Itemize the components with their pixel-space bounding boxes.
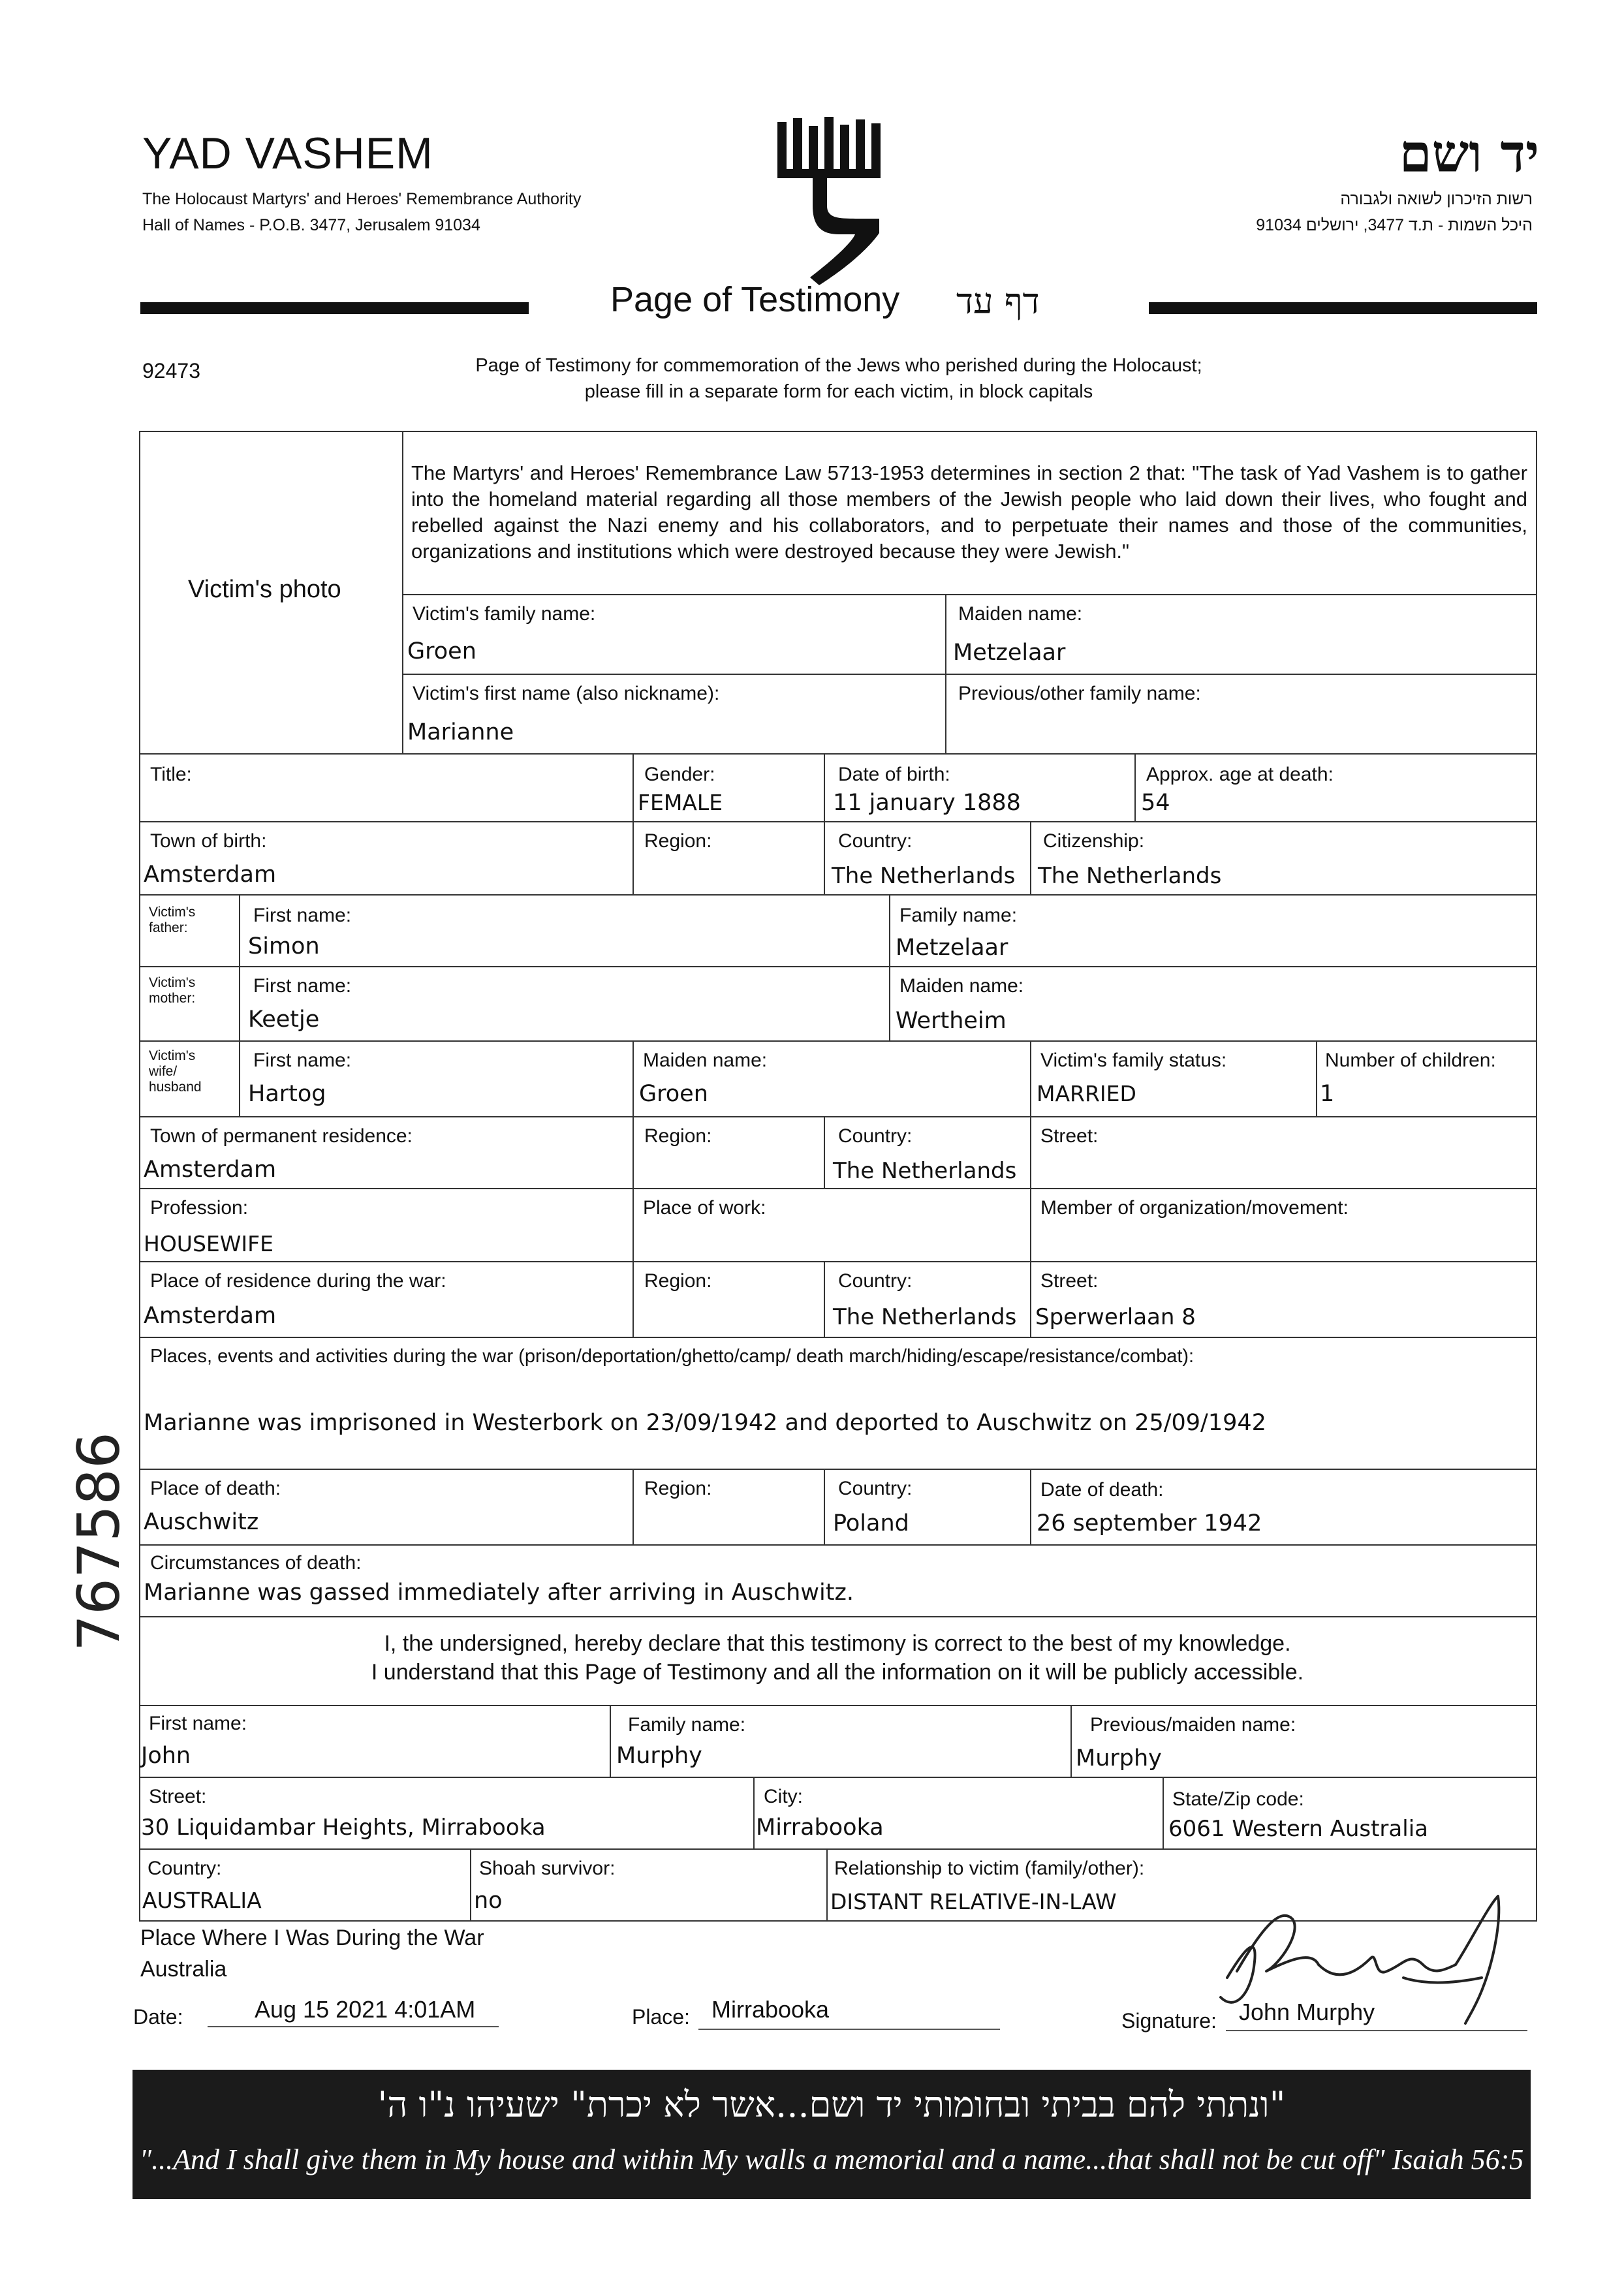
handwritten-signature	[1208, 1893, 1521, 2030]
form-title-en: Page of Testimony	[610, 280, 900, 319]
signature-label: Signature:	[1121, 2009, 1217, 2033]
quote-banner	[133, 2070, 1531, 2199]
father-first-value: Simon	[248, 933, 320, 959]
banner-english-quote: "...And I shall give them in My house and within My walls a memorial and a name...that shall not be cut off" Isaiah 56:5	[139, 2143, 1524, 2175]
father-family-label: Family name:	[899, 905, 1018, 926]
date-underline	[208, 2026, 499, 2027]
form-intro	[366, 352, 1312, 405]
death-region-label: Region:	[644, 1478, 712, 1499]
submitter-relation-label: Relationship to victim (family/other):	[834, 1858, 1145, 1879]
death-country-label: Country:	[838, 1478, 913, 1499]
war-region-label: Region:	[644, 1270, 712, 1292]
maiden-name-value: Metzelaar	[953, 640, 1066, 666]
age-value: 54	[1141, 790, 1170, 816]
declaration-line1: I, the undersigned, hereby declare that this testimony is correct to the best of my knowledge.	[384, 1631, 1291, 1656]
submitter-city-label: City:	[764, 1786, 803, 1807]
war-events-value: Marianne was imprisoned in Westerbork on 23/09/1942 and deported to Auschwitz on 25/09/1942	[144, 1410, 1266, 1436]
place-label: Place:	[632, 2005, 690, 2029]
submitter-country-label: Country:	[148, 1858, 222, 1879]
submitter-country-value: AUSTRALIA	[142, 1888, 262, 1913]
place-underline	[698, 2029, 1000, 2030]
residence-country-label: Country:	[838, 1125, 913, 1147]
title-label: Title:	[150, 764, 192, 785]
family-status-value: MARRIED	[1037, 1081, 1136, 1106]
submitter-relation-value: DISTANT RELATIVE-IN-LAW	[830, 1889, 1117, 1914]
gender-label: Gender:	[644, 764, 715, 785]
header-rule-right	[1149, 302, 1537, 314]
death-country-value: Poland	[833, 1510, 909, 1536]
law-text: The Martyrs' and Heroes' Remembrance Law 5713-1953 determines in section 2 that: "The task of Yad Vashem is to gather into the homeland material regarding all those members of the Jewish people who laid down their lives, who fought and rebelled against the Nazi enemy and his collaborators, and to perpetuate their names and those of the communities, organizations and institutions which were destroyed because they were Jewish."	[411, 461, 1527, 563]
spouse-first-label: First name:	[253, 1050, 352, 1071]
residence-street-field[interactable]	[1030, 1116, 1537, 1189]
victim-photo-label: Victim's photo	[188, 576, 341, 603]
father-first-label: First name:	[253, 905, 352, 926]
war-country-value: The Netherlands	[833, 1304, 1017, 1330]
submitter-family-label: Family name:	[628, 1714, 746, 1736]
banner-hebrew-quote: "ונתתי להם בביתי ובחומותי יד ושם...אשר לא יכרת" ישעיהו נ"ו ה'	[377, 2084, 1286, 2125]
spouse-first-value: Hartog	[248, 1081, 326, 1107]
form-title-he: דף עד	[956, 281, 1040, 322]
birth-country-value: The Netherlands	[832, 863, 1016, 889]
handwritten-number: 767586	[65, 1432, 133, 1651]
gender-value: FEMALE	[638, 790, 723, 815]
father-family-value: Metzelaar	[896, 935, 1008, 961]
mother-first-label: First name:	[253, 975, 352, 997]
submitter-family-value: Murphy	[616, 1743, 702, 1769]
residence-region-label: Region:	[644, 1125, 712, 1147]
family-name-label: Victim's family name:	[413, 603, 596, 625]
mother-first-value: Keetje	[248, 1006, 320, 1033]
date-value: Aug 15 2021 4:01AM	[255, 1996, 476, 2023]
death-circumstances-value: Marianne was gassed immediately after arriving in Auschwitz.	[144, 1580, 854, 1606]
spouse-maiden-value: Groen	[639, 1081, 708, 1107]
family-name-value: Groen	[407, 638, 476, 664]
mother-row-label: Victim's mother:	[149, 975, 196, 1006]
org-subtitle-he	[1256, 186, 1533, 238]
org-subtitle-he-line2: היכל השמות - ת.ד 3477, ירושלים 91034	[1256, 216, 1533, 234]
signature-name: John Murphy	[1239, 1999, 1375, 2025]
residence-town-label: Town of permanent residence:	[150, 1125, 413, 1147]
father-row-label: Victim's father:	[149, 905, 196, 935]
submitter-prev-label: Previous/maiden name:	[1090, 1714, 1296, 1736]
submitter-first-label: First name:	[149, 1713, 247, 1734]
org-subtitle-line2: Hall of Names - P.O.B. 3477, Jerusalem 91034	[142, 216, 480, 234]
children-label: Number of children:	[1325, 1050, 1496, 1071]
form-intro-line1: Page of Testimony for commemoration of the Jews who perished during the Holocaust;	[475, 355, 1202, 376]
first-name-value: Marianne	[407, 719, 514, 745]
date-label: Date:	[133, 2005, 183, 2029]
residence-country-value: The Netherlands	[833, 1158, 1017, 1184]
submitter-street-label: Street:	[149, 1786, 207, 1807]
death-date-label: Date of death:	[1040, 1479, 1164, 1501]
birth-town-label: Town of birth:	[150, 830, 267, 852]
org-name-en: YAD VASHEM	[142, 129, 433, 178]
war-place-label: Place Where I Was During the War	[140, 1925, 484, 1950]
profession-value: HOUSEWIFE	[144, 1231, 273, 1256]
submitter-zip-label: State/Zip code:	[1172, 1788, 1304, 1810]
children-value: 1	[1320, 1081, 1335, 1107]
submitter-street-value: 30 Liquidambar Heights, Mirrabooka	[141, 1815, 546, 1841]
birth-town-value: Amsterdam	[144, 862, 277, 888]
form-intro-line2: please fill in a separate form for each victim, in block capitals	[584, 381, 1093, 402]
org-name-he: יד ושם	[1399, 123, 1539, 184]
submitter-prev-value: Murphy	[1076, 1745, 1162, 1771]
prev-name-label: Previous/other family name:	[958, 683, 1201, 704]
war-residence-label: Place of residence during the war:	[150, 1270, 446, 1292]
header-rule-left	[140, 302, 529, 314]
mother-maiden-label: Maiden name:	[899, 975, 1024, 997]
war-street-value: Sperwerlaan 8	[1035, 1304, 1196, 1330]
yad-vashem-logo	[773, 114, 888, 290]
family-status-label: Victim's family status:	[1040, 1050, 1227, 1071]
declaration-text	[142, 1629, 1533, 1687]
submitter-survivor-label: Shoah survivor:	[479, 1858, 616, 1879]
death-place-value: Auschwitz	[144, 1509, 259, 1535]
first-name-label: Victim's first name (also nickname):	[413, 683, 720, 704]
declaration-line2: I understand that this Page of Testimony and all the information on it will be publicly accessible.	[371, 1660, 1304, 1685]
place-value: Mirrabooka	[711, 1996, 830, 2023]
place-of-work-label: Place of work:	[643, 1197, 766, 1219]
spouse-row-label: Victim's wife/ husband	[149, 1048, 202, 1095]
citizenship-label: Citizenship:	[1043, 830, 1145, 852]
reference-number: 92473	[142, 359, 200, 382]
citizenship-value: The Netherlands	[1038, 863, 1222, 889]
birth-country-label: Country:	[838, 830, 913, 852]
title-field[interactable]	[139, 753, 634, 822]
maiden-name-label: Maiden name:	[958, 603, 1083, 625]
submitter-survivor-value: no	[474, 1888, 503, 1914]
dob-value: 11 january 1888	[833, 790, 1021, 816]
war-events-label: Places, events and activities during the war (prison/deportation/ghetto/camp/ death march/hiding/escape/resistance/combat):	[150, 1346, 1195, 1367]
submitter-first-value: John	[141, 1743, 191, 1769]
submitter-zip-value: 6061 Western Australia	[1168, 1816, 1428, 1842]
residence-street-label: Street:	[1040, 1125, 1099, 1147]
war-place-value: Australia	[140, 1957, 227, 1982]
birth-region-label: Region:	[644, 830, 712, 852]
death-date-value: 26 september 1942	[1037, 1510, 1262, 1536]
profession-label: Profession:	[150, 1197, 249, 1219]
signature-underline	[1226, 2030, 1527, 2031]
submitter-city-value: Mirrabooka	[756, 1815, 884, 1841]
spouse-maiden-label: Maiden name:	[643, 1050, 768, 1071]
member-org-label: Member of organization/movement:	[1040, 1197, 1349, 1219]
war-residence-value: Amsterdam	[144, 1303, 277, 1329]
death-place-label: Place of death:	[150, 1478, 281, 1499]
residence-town-value: Amsterdam	[144, 1157, 277, 1183]
war-country-label: Country:	[838, 1270, 913, 1292]
org-subtitle-line1: The Holocaust Martyrs' and Heroes' Remembrance Authority	[142, 190, 582, 208]
death-circumstances-label: Circumstances of death:	[150, 1552, 362, 1574]
mother-maiden-value: Wertheim	[896, 1008, 1007, 1034]
org-subtitle-en	[142, 186, 581, 238]
dob-label: Date of birth:	[838, 764, 950, 785]
war-street-label: Street:	[1040, 1270, 1099, 1292]
org-subtitle-he-line1: רשות הזיכרון לשואה ולגבורה	[1340, 190, 1533, 208]
age-label: Approx. age at death:	[1146, 764, 1334, 785]
